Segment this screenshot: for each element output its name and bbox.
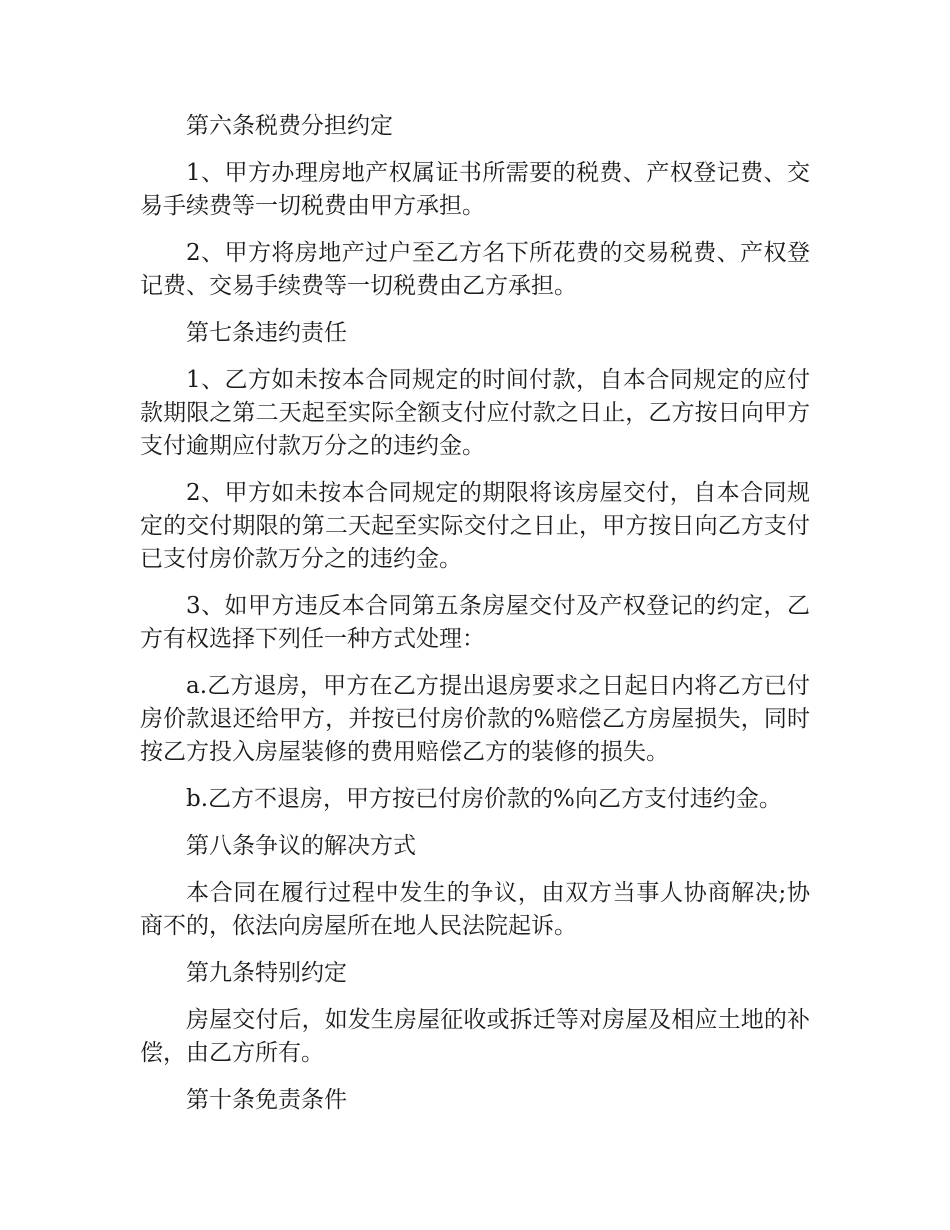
article-9-text: 房屋交付后，如发生房屋征收或拆迁等对房屋及相应土地的补偿，由乙方所有。 (140, 1007, 810, 1066)
article-6-clause-2: 2、甲方将房地产过户至乙方名下所花费的交易税费、产权登记费、交易手续费等一切税费由乙方承担。 (140, 240, 810, 299)
article-7-heading: 第七条违约责任 (186, 320, 347, 346)
article-6-heading: 第六条税费分担约定 (186, 113, 393, 139)
article-10-heading: 第十条免责条件 (186, 1087, 347, 1113)
article-7-clause-3: 3、如甲方违反本合同第五条房屋交付及产权登记的约定，乙方有权选择下列任一种方式处理： (140, 593, 810, 652)
article-6-clause-1: 1、甲方办理房地产权属证书所需要的税费、产权登记费、交易手续费等一切税费由甲方承担。 (140, 160, 810, 219)
article-9-heading: 第九条特别约定 (186, 960, 347, 986)
article-8-heading: 第八条争议的解决方式 (186, 833, 416, 859)
document-body (140, 110, 810, 1131)
article-7-clause-2: 2、甲方如未按本合同规定的期限将该房屋交付，自本合同规定的交付期限的第二天起至实际交付之日止，甲方按日向乙方支付已支付房价款万分之的违约金。 (140, 480, 810, 572)
article-7-clause-1: 1、乙方如未按本合同规定的时间付款，自本合同规定的应付款期限之第二天起至实际全额支付应付款之日止，乙方按日向甲方支付逾期应付款万分之的违约金。 (140, 367, 810, 459)
article-8-text: 本合同在履行过程中发生的争议，由双方当事人协商解决;协商不的，依法向房屋所在地人民法院起诉。 (140, 880, 810, 939)
article-7-option-b: b.乙方不退房，甲方按已付房价款的%向乙方支付违约金。 (186, 786, 782, 812)
article-7-option-a: a.乙方退房，甲方在乙方提出退房要求之日起日内将乙方已付房价款退还给甲方，并按已付房价款的%赔偿乙方房屋损失，同时按乙方投入房屋装修的费用赔偿乙方的装修的损失。 (140, 673, 810, 765)
